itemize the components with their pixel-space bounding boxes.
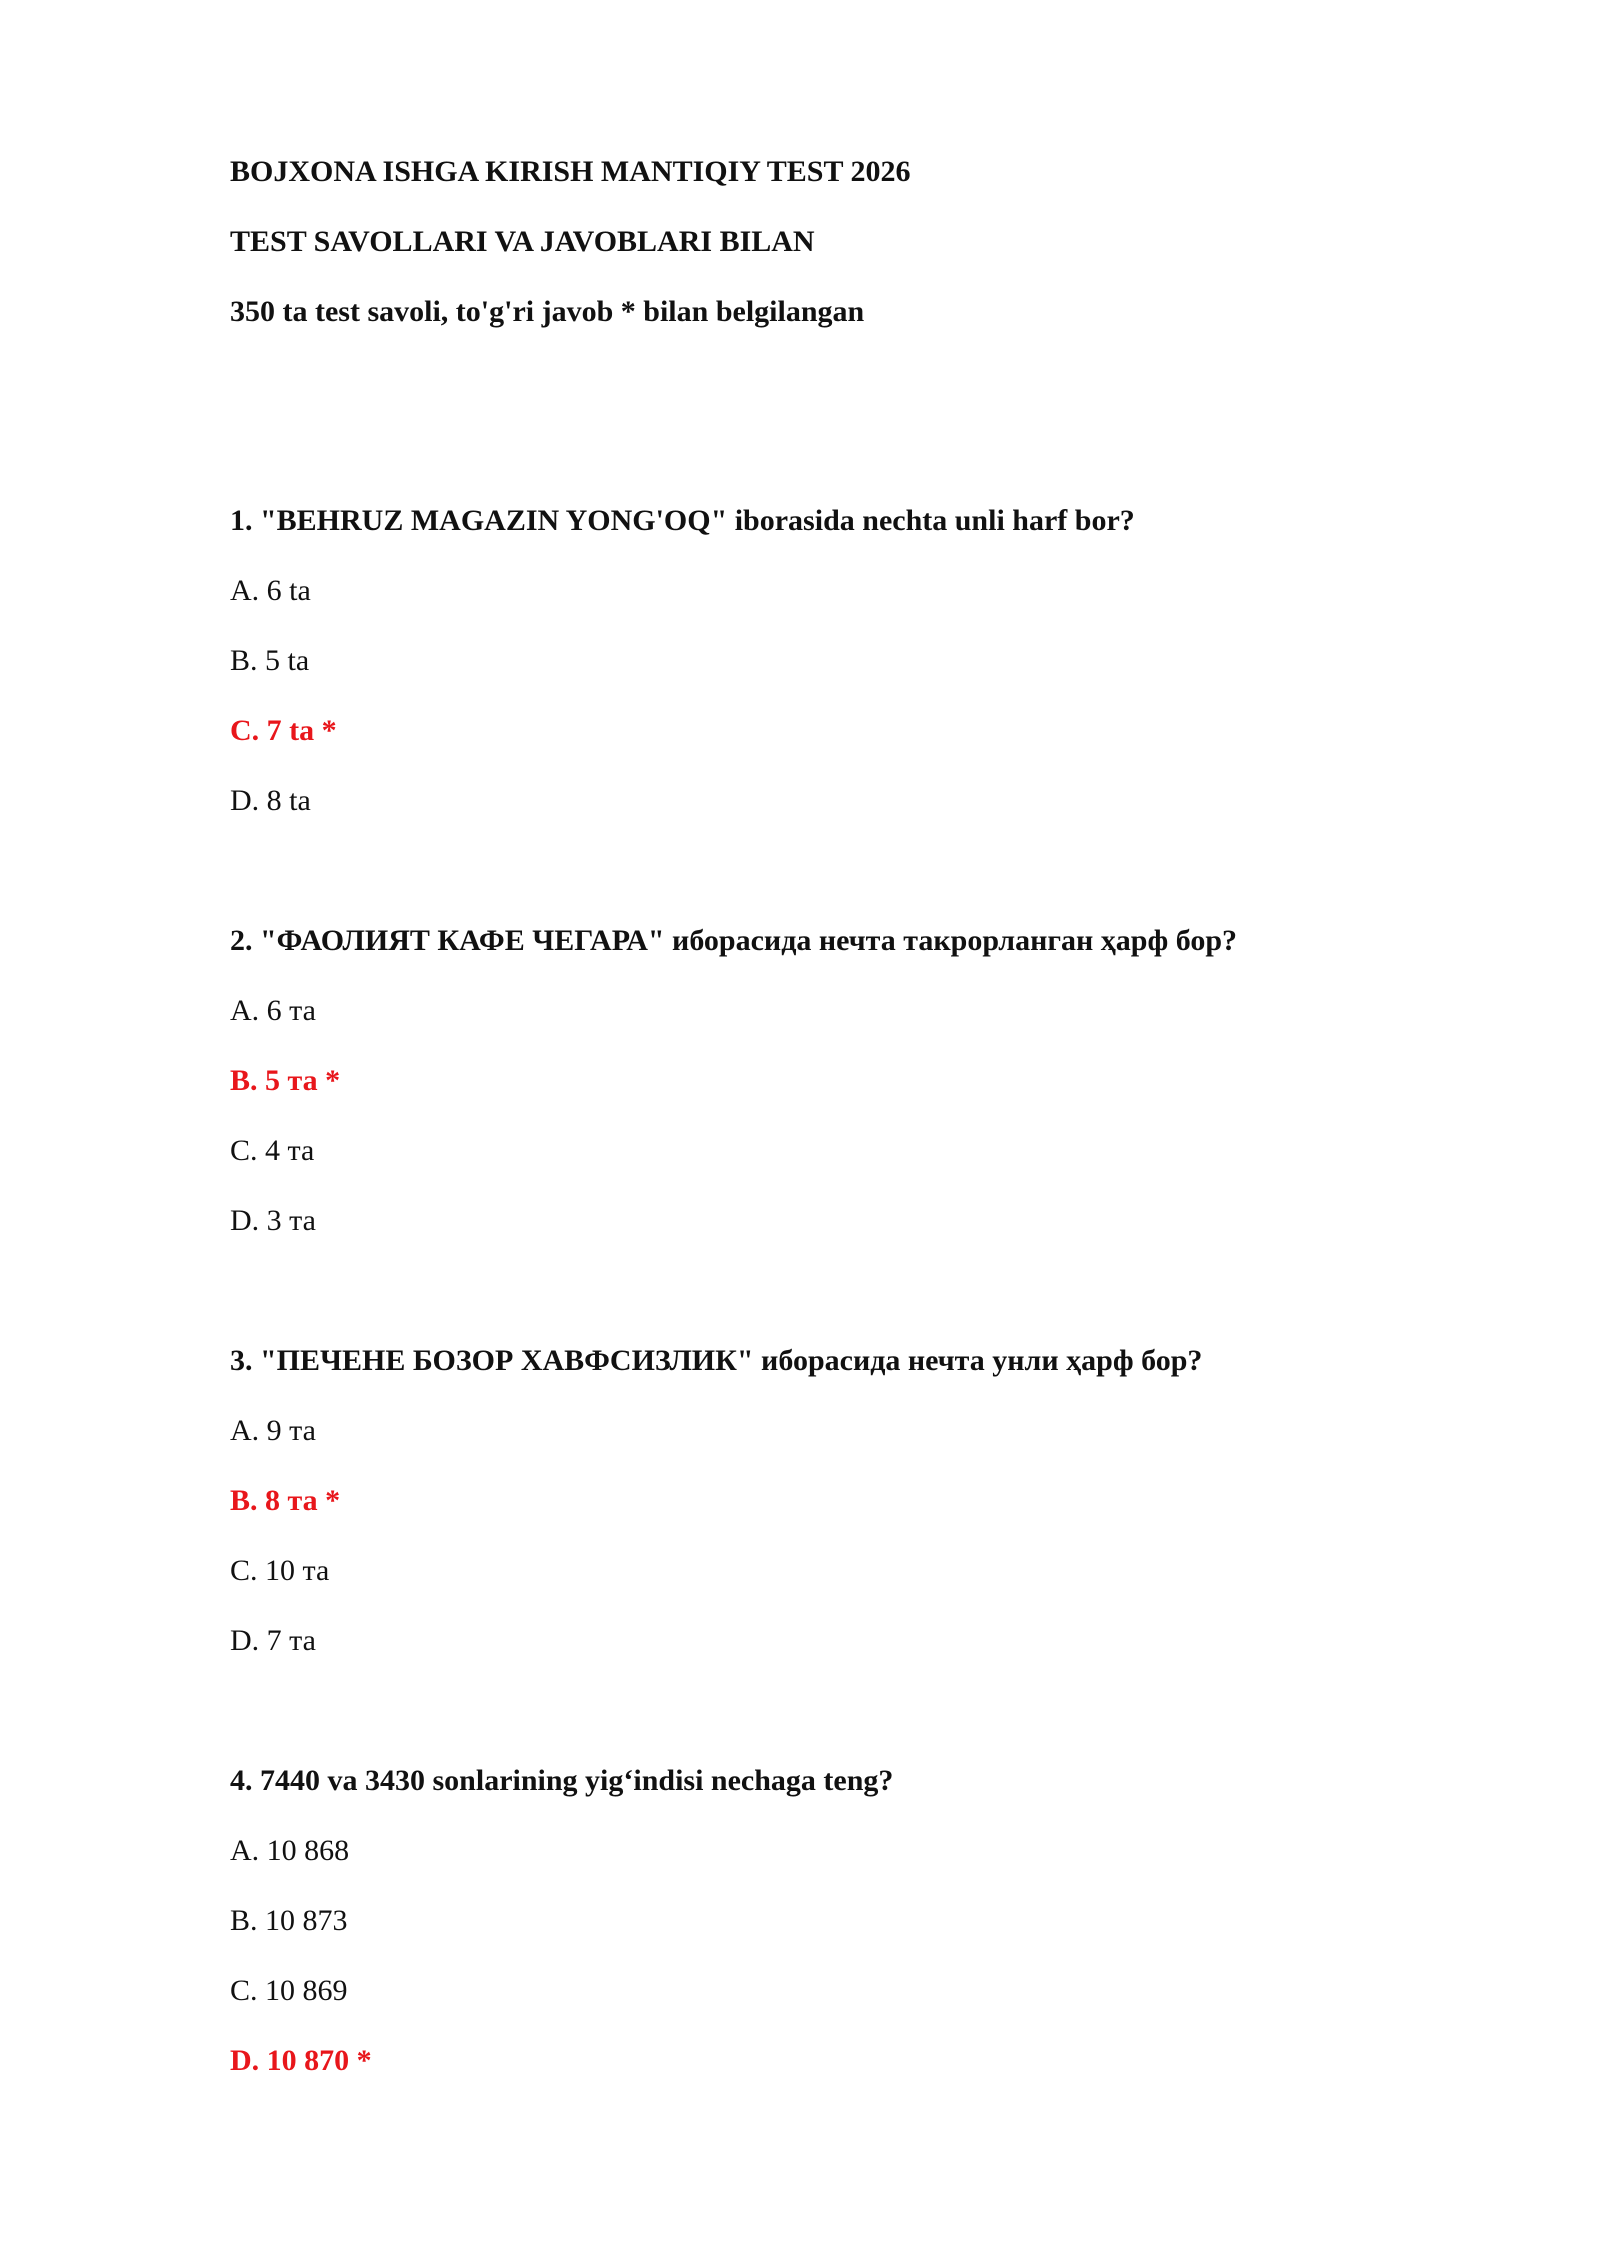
question-text: 4. 7440 va 3430 sonlarining yig‘indisi nechaga teng? [230, 1764, 894, 1797]
question-4 [230, 1763, 1530, 2079]
option-c: C. 4 та [230, 1134, 315, 1167]
question-text: 3. "ПЕЧЕНЕ БОЗОР ХАВФСИЗЛИК" иборасида нечта унли ҳарф бор? [230, 1344, 1203, 1377]
option-b-correct: B. 5 та * [230, 1064, 341, 1097]
option-a: A. 6 ta [230, 574, 311, 607]
option-b: B. 5 ta [230, 644, 310, 677]
option-c: C. 10 869 [230, 1974, 348, 2007]
option-b: B. 10 873 [230, 1904, 348, 1937]
option-d-correct: D. 10 870 * [230, 2044, 372, 2077]
question-3 [230, 1343, 1530, 1659]
option-d: D. 3 та [230, 1204, 316, 1237]
option-c: C. 10 та [230, 1554, 330, 1587]
document-subtitle: TEST SAVOLLARI VA JAVOBLARI BILAN [230, 225, 815, 258]
question-2 [230, 923, 1530, 1239]
option-d: D. 7 та [230, 1624, 316, 1657]
question-1 [230, 503, 1530, 819]
document-note: 350 ta test savoli, to'g'ri javob * bilan belgilangan [230, 295, 865, 328]
option-a: A. 6 та [230, 994, 316, 1027]
option-b-correct: B. 8 та * [230, 1484, 341, 1517]
document-title: BOJXONA ISHGA KIRISH MANTIQIY TEST 2026 [230, 155, 911, 188]
option-a: A. 10 868 [230, 1834, 350, 1867]
question-text: 1. "BEHRUZ MAGAZIN YONG'OQ" iborasida nechta unli harf bor? [230, 504, 1135, 537]
option-a: A. 9 та [230, 1414, 316, 1447]
option-d: D. 8 ta [230, 784, 311, 817]
question-text: 2. "ФАОЛИЯТ КАФЕ ЧЕГАРА" иборасида нечта такрорланган ҳарф бор? [230, 924, 1238, 957]
option-c-correct: C. 7 ta * [230, 714, 337, 747]
